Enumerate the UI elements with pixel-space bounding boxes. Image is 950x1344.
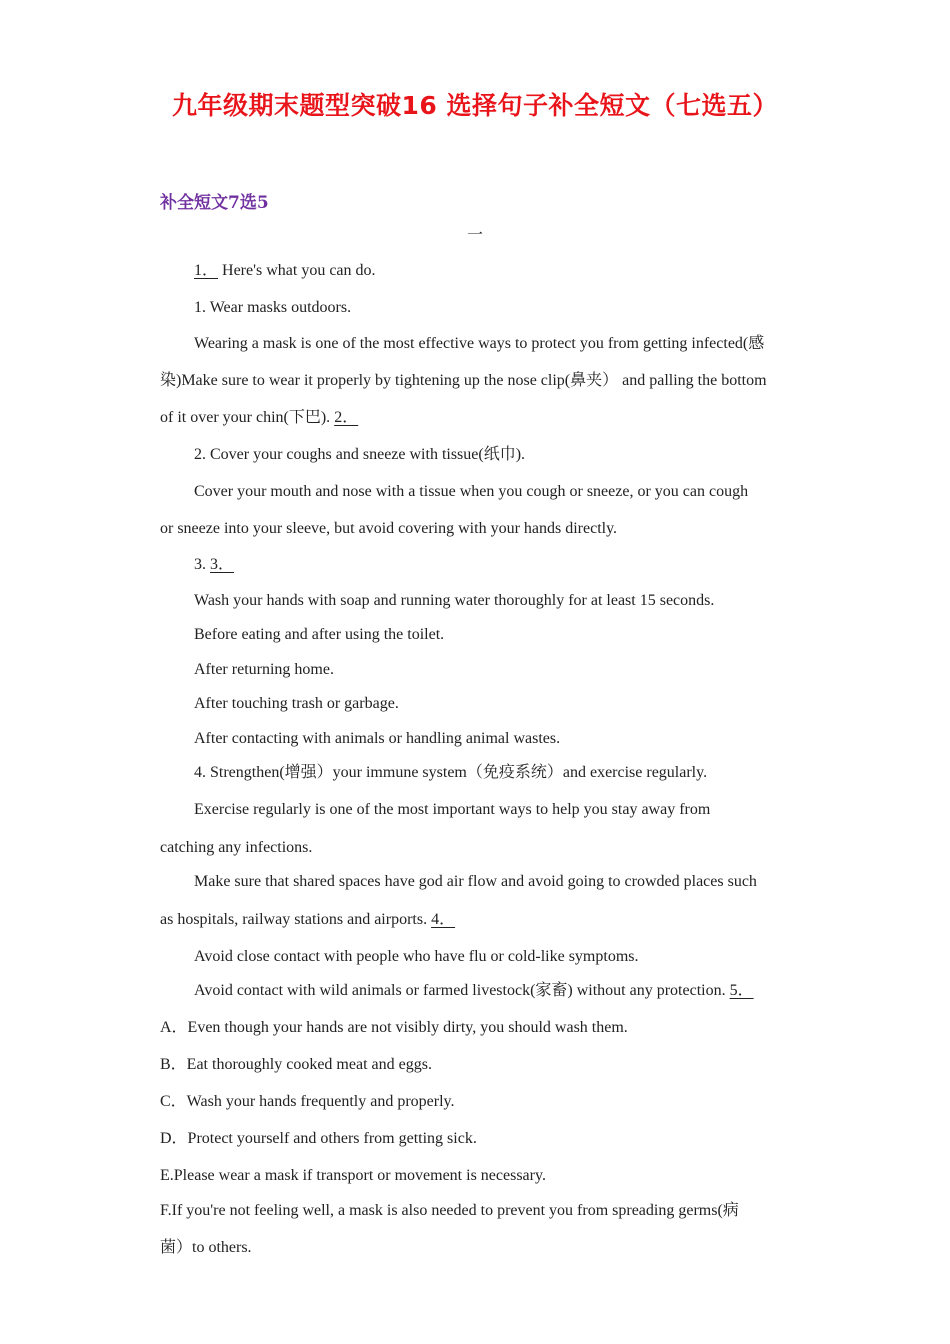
passage-line: Wash your hands with soap and running water thoroughly for at least 15 seconds.: [194, 592, 715, 609]
answer-blank[interactable]: 2．: [334, 409, 359, 426]
answer-blank[interactable]: 4．: [431, 911, 456, 928]
option-e: E.Please wear a mask if transport or movement is necessary.: [160, 1167, 546, 1184]
answer-blank[interactable]: 3．: [210, 556, 235, 573]
option-b: B．Eat thoroughly cooked meat and eggs.: [160, 1056, 432, 1073]
option-d: D．Protect yourself and others from getting sick.: [160, 1130, 477, 1147]
passage-line: 1． Here's what you can do.: [194, 262, 376, 279]
passage-line: After touching trash or garbage.: [194, 695, 399, 712]
passage-line: or sneeze into your sleeve, but avoid covering with your hands directly.: [160, 520, 618, 537]
passage-line: After contacting with animals or handling animal wastes.: [194, 730, 561, 747]
answer-blank[interactable]: 1．: [194, 262, 219, 279]
passage-line: Wearing a mask is one of the most effective ways to protect you from getting infected(感: [194, 335, 765, 352]
passage-line: Avoid contact with wild animals or farmed livestock(家畜) without any protection. 5．: [194, 982, 754, 999]
passage-line: of it over your chin(下巴). 2．: [160, 409, 359, 426]
section-subtitle: 补全短文7选5: [160, 193, 269, 213]
passage-line: 4. Strengthen(增强）your immune system（免疫系统）and exercise regularly.: [194, 764, 708, 781]
passage-line: Make sure that shared spaces have god air flow and avoid going to crowded places such: [194, 873, 757, 890]
answer-blank[interactable]: 5．: [729, 982, 754, 999]
passage-line: 染)Make sure to wear it properly by tightening up the nose clip(鼻夹） and palling the bottom: [160, 372, 767, 389]
section-mark: 一: [466, 227, 483, 244]
option-f: F.If you're not feeling well, a mask is also needed to prevent you from spreading germs(病: [160, 1202, 739, 1219]
passage-line: as hospitals, railway stations and airports. 4．: [160, 911, 456, 928]
option-a: A．Even though your hands are not visibly dirty, you should wash them.: [160, 1019, 628, 1036]
passage-line: After returning home.: [194, 661, 334, 678]
option-c: C．Wash your hands frequently and properly.: [160, 1093, 455, 1110]
passage-line: Cover your mouth and nose with a tissue when you cough or sneeze, or you can cough: [194, 483, 749, 500]
passage-line: 3. 3．: [194, 556, 235, 573]
passage-line: 1. Wear masks outdoors.: [194, 299, 352, 316]
passage-line: Avoid close contact with people who have flu or cold-like symptoms.: [194, 948, 639, 965]
option-f-continued: 菌）to others.: [160, 1239, 252, 1256]
passage-line: 2. Cover your coughs and sneeze with tissue(纸巾).: [194, 446, 526, 463]
passage-line: Before eating and after using the toilet.: [194, 626, 445, 643]
passage-line: Exercise regularly is one of the most important ways to help you stay away from: [194, 801, 711, 818]
document-title: 九年级期末题型突破16 选择句子补全短文（七选五）: [172, 91, 778, 120]
passage-line: catching any infections.: [160, 839, 313, 856]
